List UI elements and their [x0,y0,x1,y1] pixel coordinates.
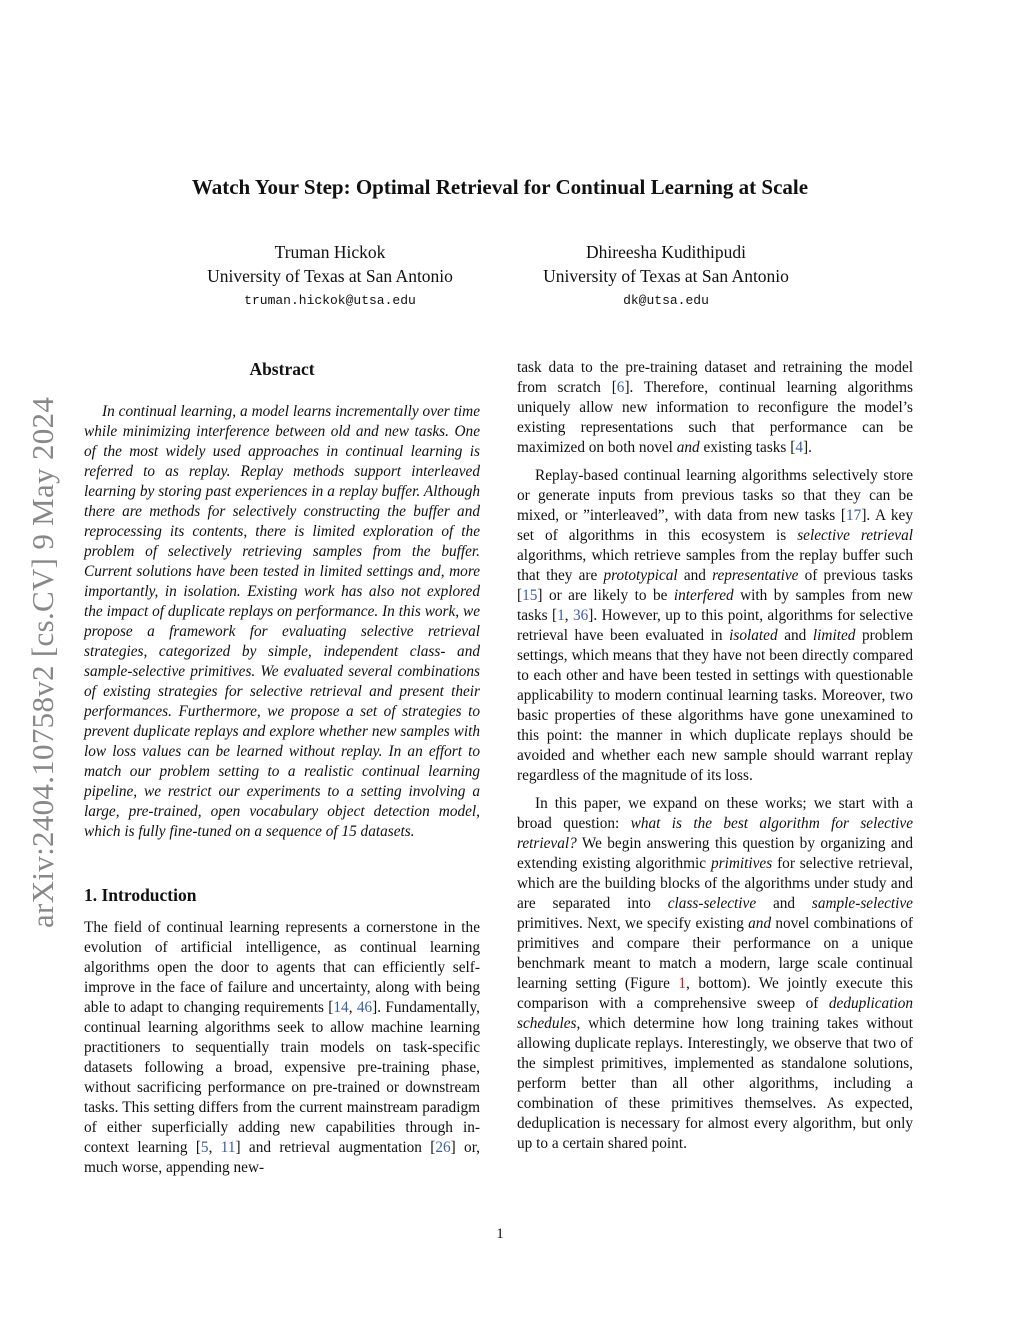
intro-paragraph-3: In this paper, we expand on these works; we start with a broad question: what is the best algorithm for selective retrieval? We begin answering this question by organizing and extending existing algorithmic primitives for selective retrieval, which are the building blocks of the algorithms under study and are separated into class-selective and sample-selective primitives. Next, we specify existing and novel combinations of primitives and compare their performance on a unique benchmark meant to match a modern, large scale continual learning setting (Figure 1, bottom). We jointly execute this comparison with a comprehensive sweep of deduplication schedules, which determine how long training takes without allowing duplicate replays. Interestingly, we observe that two of the simplest primitives, implemented as standalone solutions, perform better than all other algorithms, including a combination of these primitives themselves. As expected, deduplication is necessary for almost every algorithm, but only up to a certain shared point. [517,795,914,1152]
intro-paragraph-2: Replay-based continual learning algorithms selectively store or generate inputs from previous tasks so that they can be mixed, or ”interleaved”, with data from new tasks [17]. A key set of algorithms in this ecosystem is selective retrieval algorithms, which retrieve samples from the replay buffer such that they are prototypical and representative of previous tasks [15] or are likely to be interfered with by samples from new tasks [1, 36]. However, up to this point, algorithms for selective retrieval have been evaluated in isolated and limited problem settings, which means that they have not been directly compared to each other and have been tested in settings with questionable applicability to modern continual learning tasks. Moreover, two basic properties of these algorithms have gone unexamined to this point: the manner in which duplicate replays should be avoided and whether each new sample should warrant replay regardless of the magnitude of its loss. [517,467,913,784]
citation-link[interactable]: 5 [200,1139,209,1156]
abstract-heading: Abstract [249,359,315,379]
author-block-1 [170,240,490,310]
abstract-text: In continual learning, a model learns incrementally over time while minimizing interference between old and new tasks. One of the most widely used approaches in continual learning is referred to as replay. Replay methods support interleaved learning by storing past experiences in a replay buffer. Although there are methods for selectively constructing the buffer and reprocessing its contents, there is limited exploration of the problem of selectively retrieving samples from the buffer. Current solutions have been tested in limited settings and, more importantly, in isolation. Existing work has also not explored the impact of duplicate replays on performance. In this work, we propose a framework for evaluating selective retrieval strategies, categorized by simple, independent class- and sample-selective primitives. We evaluated several combinations of existing strategies for selective retrieval and present their performances. Furthermore, we propose a set of strategies to prevent duplicate replays and explore whether new samples with low loss values can be learned without replay. In an effort to match our problem setting to a realistic continual learning pipeline, we restrict our experiments to a setting involving a large, pre-trained, open vocabulary object detection model, which is fully fine-tuned on a sequence of 15 datasets. [84,403,480,840]
page-number: 1 [496,1226,504,1242]
right-column [517,358,913,1154]
citation-link[interactable]: 36 [572,607,589,624]
citation-link[interactable]: 4 [795,439,803,456]
intro-paragraph-1: The field of continual learning represents a cornerstone in the evolution of artificial intelligence, as continual learning algorithms open the door to agents that can efficiently self-improve in the face of failure and uncertainty, along with being able to adapt to changing requirements [14, 46]. Fundamentally, continual learning algorithms seek to allow machine learning practitioners to sequentially train models on task-specific datasets following a broad, expensive pre-training phase, without sacrificing performance on pre-trained or downstream tasks. This setting differs from the current mainstream paradigm of either superficially adding new capabilities through in-context learning [5, 11] and retrieval augmentation [26] or, much worse, appending new- [84,919,481,1176]
author-affiliation: University of Texas at San Antonio [543,266,789,286]
author-block-2 [506,240,826,310]
citation-link[interactable]: 11 [220,1139,236,1156]
citation-link[interactable]: 46 [356,999,373,1016]
intro-paragraph-1-continued: task data to the pre-training dataset and retraining the model from scratch [6]. Therefore, continual learning algorithms uniquely allow new information to reconfigure the model’s existing representations such that performance can be maximized on both novel and existing tasks [4]. [517,359,913,456]
citation-link[interactable]: 15 [522,587,538,604]
citation-link[interactable]: 17 [846,507,862,524]
paper-title: Watch Your Step: Optimal Retrieval for Continual Learning at Scale [191,175,809,199]
figure-reference-link[interactable]: 1 [678,975,687,992]
citation-link[interactable]: 6 [616,379,625,396]
author-name: Dhireesha Kudithipudi [586,242,746,262]
citation-link[interactable]: 14 [333,999,349,1016]
author-email[interactable]: truman.hickok@utsa.edu [244,293,416,308]
author-affiliation: University of Texas at San Antonio [207,266,453,286]
arxiv-identifier: arXiv:2404.10758v2 [cs.CV] 9 May 2024 [25,396,60,928]
citation-link[interactable]: 1 [557,607,565,624]
left-column [84,358,480,1178]
author-email[interactable]: dk@utsa.edu [623,293,709,308]
author-name: Truman Hickok [274,242,386,262]
section-heading-introduction: 1. Introduction [84,885,197,905]
citation-link[interactable]: 26 [435,1139,451,1156]
